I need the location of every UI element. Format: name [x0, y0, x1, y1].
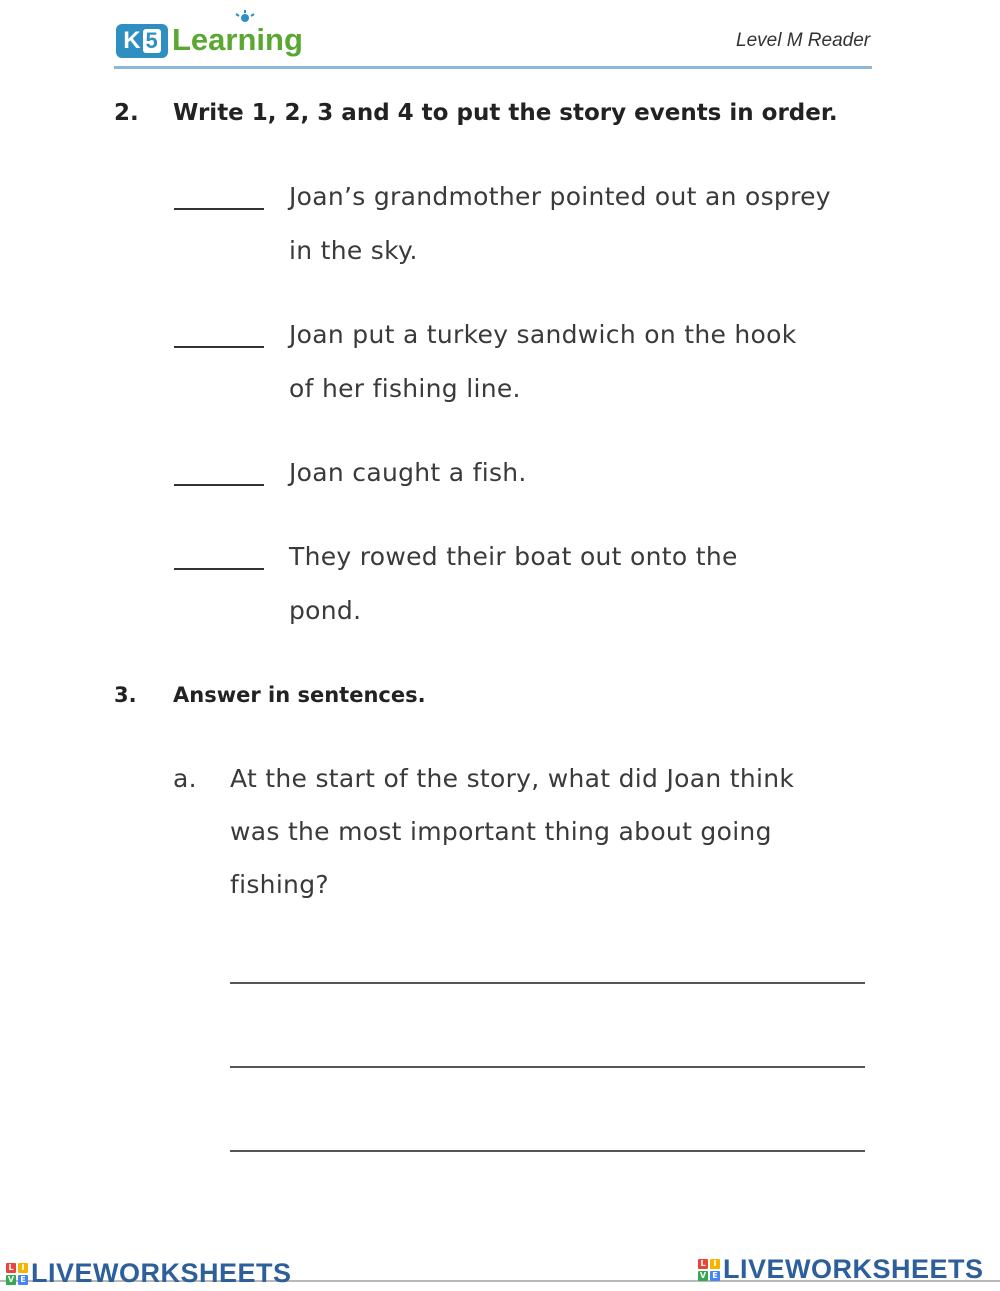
question-3-number: 3. — [114, 683, 137, 707]
header-divider — [114, 66, 872, 69]
liveworksheets-logo-right — [698, 1254, 984, 1285]
liveworksheets-logo-left — [6, 1258, 292, 1289]
sub-question-a-letter: a. — [173, 764, 197, 793]
order-blank-2[interactable] — [174, 346, 264, 348]
cube-l: L — [6, 1263, 16, 1273]
answer-line-3[interactable] — [230, 1150, 865, 1152]
sub-question-a-line-2: was the most important thing about going — [230, 817, 772, 846]
question-3-prompt: Answer in sentences. — [173, 683, 426, 707]
cubes-icon — [698, 1259, 720, 1281]
event-4-line-2: pond. — [289, 596, 362, 625]
cube-e: E — [710, 1271, 720, 1281]
k5-logo-k: K — [123, 27, 141, 54]
k5-logo-badge — [116, 24, 168, 58]
cube-v: V — [7, 1274, 15, 1284]
order-blank-3[interactable] — [174, 484, 264, 486]
cubes-icon — [6, 1263, 28, 1285]
cube-i: I — [18, 1263, 28, 1273]
k5-logo-5: 5 — [143, 29, 161, 53]
event-3-line-1: Joan caught a fish. — [289, 458, 527, 487]
sparkle-icon — [232, 10, 258, 26]
cube-i: I — [710, 1259, 720, 1269]
answer-line-2[interactable] — [230, 1066, 865, 1068]
event-4-line-1: They rowed their boat out onto the — [289, 542, 738, 571]
order-blank-1[interactable] — [174, 208, 264, 210]
event-1-line-2: in the sky. — [289, 236, 418, 265]
cube-l: L — [698, 1259, 708, 1269]
cube-e: E — [18, 1275, 28, 1285]
event-1-line-1: Joan’s grandmother pointed out an osprey — [289, 182, 831, 211]
sub-question-a-line-3: fishing? — [230, 870, 329, 899]
liveworksheets-brand-left: LIVEWORKSHEETS — [31, 1258, 292, 1288]
order-blank-4[interactable] — [174, 568, 264, 570]
sub-question-a-line-1: At the start of the story, what did Joan think — [230, 764, 795, 793]
liveworksheets-brand-right: LIVEWORKSHEETS — [723, 1254, 984, 1284]
cube-v: V — [699, 1270, 707, 1280]
answer-line-1[interactable] — [230, 982, 865, 984]
question-2-number: 2. — [114, 100, 139, 126]
event-2-line-2: of her fishing line. — [289, 374, 521, 403]
event-2-line-1: Joan put a turkey sandwich on the hook — [289, 320, 797, 349]
k5-logo-word: Learning — [172, 22, 303, 57]
level-label: Level M Reader — [736, 30, 871, 51]
question-2-prompt: Write 1, 2, 3 and 4 to put the story events in order. — [173, 100, 838, 126]
